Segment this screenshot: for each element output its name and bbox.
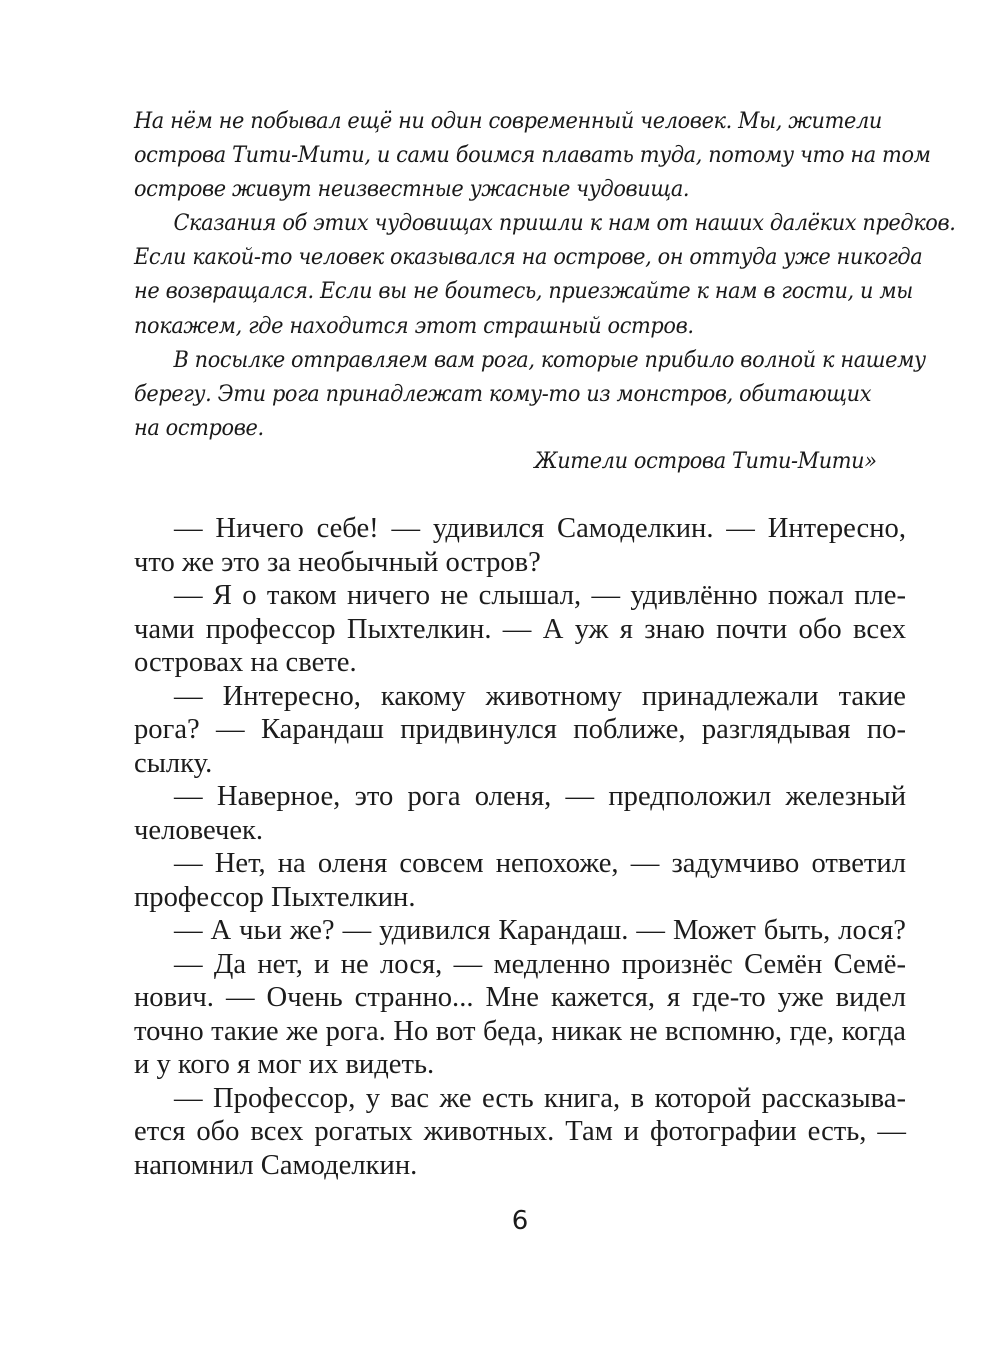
letter-line: на острове. xyxy=(134,414,264,441)
text-line: — А чьи же? — удивился Карандаш. — Может быть, лося? xyxy=(174,915,906,946)
letter-line: Если какой-то человек оказывался на острове, он оттуда уже никогда xyxy=(134,244,923,271)
page-number: 6 xyxy=(511,1206,529,1236)
handwritten-letter xyxy=(134,104,956,474)
text-line: что же это за необычный остров? xyxy=(134,546,541,578)
letter-line: острове живут неизвестные ужасные чудовища. xyxy=(134,176,690,203)
text-line: профессор Пыхтелкин. xyxy=(134,881,416,913)
letter-line: В посылке отправляем вам рога, которые прибило волной к нашему xyxy=(173,346,926,373)
text-line: рога? — Карандаш придвинулся поближе, разглядывая по- xyxy=(134,714,906,745)
letter-line: На нём не побывал ещё ни один современный человек. Мы, жители xyxy=(134,108,882,134)
text-line: — Наверное, это рога оленя, — предположил железный xyxy=(174,781,906,812)
text-line: — Нет, на оленя совсем непохоже, — задумчиво ответил xyxy=(174,848,906,879)
story-text xyxy=(134,512,906,1182)
text-line: точно такие же рога. Но вот беда, никак не вспомню, где, когда xyxy=(134,1015,906,1047)
text-line: — Профессор, у вас же есть книга, в которой рассказыва- xyxy=(174,1082,906,1114)
letter-line: не возвращался. Если вы не боитесь, приезжайте к нам в гости, и мы xyxy=(134,278,913,305)
text-line: человечек. xyxy=(134,814,264,846)
text-line: островах на свете. xyxy=(134,647,357,678)
text-line: нович. — Очень странно... Мне кажется, я где-то уже видел xyxy=(134,982,906,1013)
text-line: ется обо всех рогатых животных. Там и фотографии есть, — xyxy=(134,1116,906,1147)
letter-signature: Жители острова Тити-Мити» xyxy=(534,448,877,474)
text-line: — Да нет, и не лося, — медленно произнёс Семён Семё- xyxy=(174,948,906,980)
letter-line: покажем, где находится этот страшный остров. xyxy=(134,312,694,339)
text-line: — Я о таком ничего не слышал, — удивлённо пожал пле- xyxy=(174,580,906,611)
text-line: напомнил Самоделкин. xyxy=(134,1149,418,1181)
text-line: и у кого я мог их видеть. xyxy=(134,1049,435,1080)
letter-line: острова Тити-Мити, и сами боимся плавать туда, потому что на том xyxy=(134,142,931,169)
letter-line: Сказания об этих чудовищах пришли к нам от наших далёких предков. xyxy=(173,210,956,237)
text-line: чами профессор Пыхтелкин. — А уж я знаю почти обо всех xyxy=(134,613,906,645)
text-line: сылку. xyxy=(134,747,213,779)
text-line: — Интересно, какому животному принадлежали такие xyxy=(174,680,906,712)
text-line: — Ничего себе! — удивился Самоделкин. — Интересно, xyxy=(174,513,906,544)
letter-line: берегу. Эти рога принадлежат кому-то из монстров, обитающих xyxy=(134,380,872,407)
